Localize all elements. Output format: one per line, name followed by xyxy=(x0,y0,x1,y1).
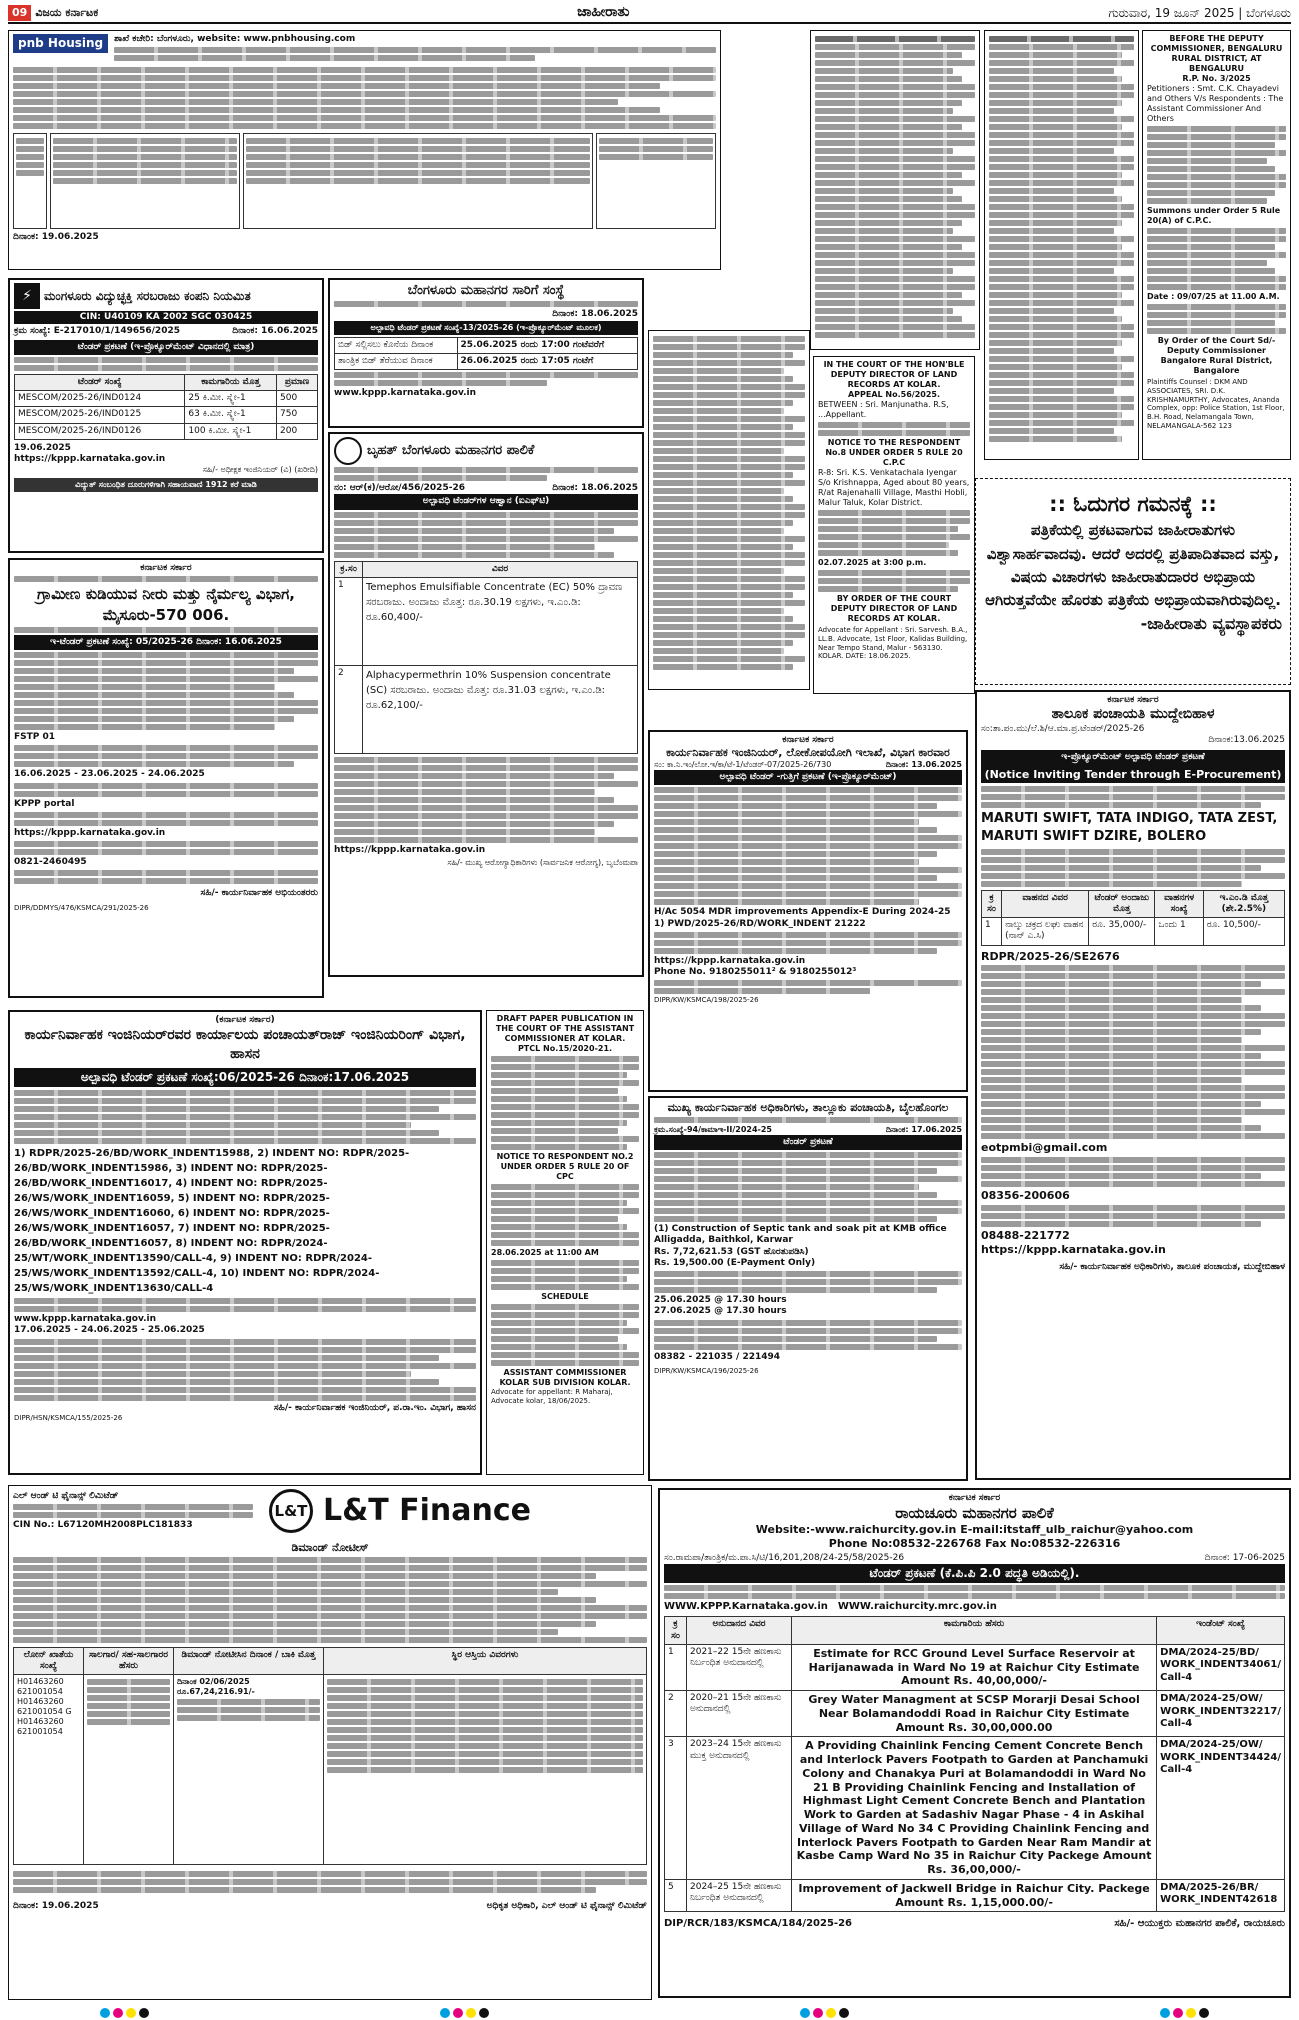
bbmp-date: ದಿನಾಂಕ: 18.06.2025 xyxy=(552,483,638,493)
bbmp-website[interactable]: https://kppp.karnataka.gov.in xyxy=(334,844,486,855)
bbmp-table: ಕ್ರ.ಸಂ ವಿವರ 1 Temephos Emulsifiable Concentrate (EC) 50% ದ್ರಾವಣ ಸರಬರಾಜು. ಅಂದಾಜು ಮೊತ್ತ: ರೂ.30.19 ಲಕ್ಷಗಳು, ಇ.ಎಂ.ಡಿ: ರೂ.60,400/- 2 Alphacypermethrin 10% Suspension concentrate (SC) ಸರಬರಾಜು. ಅಂದಾಜು ಮೊತ್ತ: ರೂ.31.03 ಲಕ್ಷಗಳು, ಇ.ಎಂ.ಡಿ: ರೂ.62,100/- xyxy=(334,561,638,754)
water-emd: Rs. 19,500.00 (E-Payment Only) xyxy=(654,1257,816,1268)
court-blr-heading: BEFORE THE DEPUTY COMMISSIONER, BENGALURU RURAL DISTRICT, AT BENGALURU xyxy=(1150,34,1283,73)
mudhol-date: ದಿನಾಂಕ:13.06.2025 xyxy=(1208,735,1285,745)
raichur-ref: ಸಂ.ರಾಮಪಾ/ತಾಂತ್ರಿಕ/ಮ.ಪಾ.ಸಿ/ಟಿ/16,201,208/24-25/58/2025-26 xyxy=(664,1552,905,1563)
mescom-website[interactable]: https://kppp.karnataka.gov.in xyxy=(14,454,166,464)
pnb-table xyxy=(13,133,716,229)
mescom-title: ಮಂಗಳೂರು ವಿದ್ಯುಚ್ಛಕ್ತಿ ಸರಬರಾಜು ಕಂಪನಿ ನಿಯಮಿತ xyxy=(44,288,251,303)
bbmp-sign: ಸಹಿ/- ಮುಖ್ಯ ಆರೋಗ್ಯಾಧಿಕಾರಿಗಳು (ಸಾರ್ವಜನಿಕ ಆರೋಗ್ಯ), ಬೃಬೆಂಮಪಾ xyxy=(447,858,638,867)
pwd-indent: 1) PWD/2025-26/RD/WORK_INDENT 21222 xyxy=(654,918,866,929)
water-amount: Rs. 7,72,621.53 (GST ಹೊರತುಪಡಿಸಿ) xyxy=(654,1246,809,1257)
masthead xyxy=(8,4,1291,24)
rdws-gov: ಕರ್ನಾಟಕ ಸರ್ಕಾರ xyxy=(140,563,192,573)
hassan-dates: 17.06.2025 - 24.06.2025 - 25.06.2025 xyxy=(14,1325,205,1336)
draft-case: PTCL No.15/2020-21. xyxy=(517,1044,613,1053)
pnb-office: ಶಾಖೆ ಕಚೇರಿ: ಬೆಂಗಳೂರು, website: www.pnbhousing.com xyxy=(114,34,356,44)
pwd-gov: ಕರ್ನಾಟಕ ಸರ್ಕಾರ xyxy=(782,735,834,745)
table-row: MESCOM/2025-26/IND0125 63 ಕಿ.ಮೀ. ಸ್ಕ್ವೇ-1 750 xyxy=(15,407,318,423)
pnb-header-text xyxy=(114,34,716,63)
black-swatch xyxy=(139,2008,149,2018)
court-kolar-notice-title: NOTICE TO THE RESPONDENT No.8 UNDER ORDER 5 RULE 20 C.P.C xyxy=(825,438,963,467)
rdws-dates: 16.06.2025 - 23.06.2025 - 24.06.2025 xyxy=(14,769,205,780)
table-row: 2 Alphacypermethrin 10% Suspension concentrate (SC) ಸರಬರಾಜು. ಅಂದಾಜು ಮೊತ್ತ: ರೂ.31.03 ಲಕ್ಷಗಳು, ಇ.ಎಂ.ಡಿ: ರೂ.62,100/- xyxy=(335,665,638,753)
raichur-sign: ಸಹಿ/- ಆಯುಕ್ತರು ಮಹಾನಗರ ಪಾಲಿಕೆ, ರಾಯಚೂರು xyxy=(1114,1918,1285,1930)
bmtc-tender xyxy=(328,278,644,428)
court-kolar-date: 02.07.2025 at 3:00 p.m. xyxy=(818,558,927,567)
rdws-tender xyxy=(8,558,324,998)
hassan-title: ಕಾರ್ಯನಿರ್ವಾಹಕ ಇಂಜಿನಿಯರ್‌ರವರ ಕಾರ್ಯಾಲಯ ಪಂಚಾಯತ್‌ರಾಜ್ ಇಂಜಿನಿಯರಿಂಗ್ ವಿಭಾಗ, ಹಾಸನ xyxy=(24,1027,466,1063)
rdws-dipr: DIPR/DDMYS/476/KSMCA/291/2025-26 xyxy=(14,903,149,912)
court-bangalore-rural xyxy=(1142,30,1291,460)
lt-finance-notice xyxy=(8,1485,652,2000)
raichur-date: ದಿನಾಂಕ: 17-06-2025 xyxy=(1204,1552,1285,1563)
draft-date: 28.06.2025 at 11:00 AM xyxy=(491,1248,599,1257)
table-row: ತಾಂತ್ರಿಕ ಬಿಡ್ ತೆರೆಯುವ ದಿನಾಂಕ 26.06.2025 ರಂದು 17:05 ಗಂಟೆಗೆ xyxy=(335,353,638,369)
mudhol-gov: ಕರ್ನಾಟಕ ಸರ್ಕಾರ xyxy=(1107,695,1159,705)
raichur-gov: ಕರ್ನಾಟಕ ಸರ್ಕಾರ xyxy=(948,1493,1001,1503)
table-row: 1 Temephos Emulsifiable Concentrate (EC) 50% ದ್ರಾವಣ ಸರಬರಾಜು. ಅಂದಾಜು ಮೊತ್ತ: ರೂ.30.19 ಲಕ್ಷಗಳು, ಇ.ಎಂ.ಡಿ: ರೂ.60,400/- xyxy=(335,577,638,665)
rdws-bar: ಇ-ಟೆಂಡರ್ ಪ್ರಕಟಣೆ ಸಂಖ್ಯೆ: 05/2025-26 ದಿನಾಂಕ: 16.06.2025 xyxy=(14,635,318,650)
water-bar: ಟೆಂಡರ್ ಪ್ರಕಟಣೆ xyxy=(654,1135,962,1150)
water-tender xyxy=(648,1096,968,1481)
mescom-last-date: 19.06.2025 xyxy=(14,442,71,453)
mescom-tender xyxy=(8,278,324,553)
masthead-left xyxy=(8,5,98,21)
water-last-date: 25.06.2025 @ 17.30 hours xyxy=(654,1295,787,1305)
court-kolar-between: BETWEEN : Sri. Manjunatha. R.S, ...Appellant. xyxy=(818,400,949,419)
mescom-logo-icon: ⚡ xyxy=(14,283,40,309)
water-ref: ಕ್ರಮ.ಸಂಖ್ಯೆ-94/ಕಾಮಾಇ-II/2024-25 xyxy=(654,1124,772,1134)
pwd-bar: ಅಲ್ಪಾವಧಿ ಟೆಂಡರ್ -ಗುತ್ತಿಗೆ ಪ್ರಕಟಣೆ (ಇ-ಪ್ರೊಕ್ಯೂರ್‌ಮೆಂಟ್) xyxy=(654,770,962,785)
raichur-website-line[interactable]: Website:-www.raichurcity.gov.in E-mail:itstaff_ulb_raichur@yahoo.com xyxy=(755,1523,1194,1536)
mudhol-phone: 08356-200606 xyxy=(981,1189,1070,1203)
pwd-website[interactable]: https://kppp.karnataka.gov.in xyxy=(654,955,806,966)
pnb-housing-notice xyxy=(8,30,721,270)
pwd-dipr: DIPR/KW/KSMCA/198/2025-26 xyxy=(654,996,759,1005)
rdws-title: ಗ್ರಾಮೀಣ ಕುಡಿಯುವ ನೀರು ಮತ್ತು ನೈರ್ಮಲ್ಯ ವಿಭಾಗ, ಮೈಸೂರು-570 006. xyxy=(37,585,295,624)
lt-brand: L&T Finance xyxy=(322,1493,532,1529)
mudhol-website[interactable]: https://kppp.karnataka.gov.in xyxy=(981,1242,1166,1256)
color-swatches-right xyxy=(1160,2008,1209,2018)
rdws-portal: KPPP portal xyxy=(14,798,75,809)
magenta-swatch xyxy=(113,2008,123,2018)
readers-notice-sign: -ಜಾಹೀರಾತು ವ್ಯವಸ್ಥಾಪಕರು xyxy=(1140,614,1282,634)
hassan-tender xyxy=(8,1010,482,1475)
bbmp-tender xyxy=(328,432,644,977)
newspaper-name: ವಿಜಯ ಕರ್ನಾಟಕ xyxy=(35,6,99,20)
court-blr-order: By Order of the Court Sd/- Deputy Commissioner Bangalore Rural District, Bangalore xyxy=(1157,336,1276,375)
mudhol-bar2: (Notice Inviting Tender through E-Procurement) xyxy=(981,766,1285,784)
mudhol-sign: ಸಹಿ/- ಕಾರ್ಯನಿರ್ವಾಹಕ ಅಧಿಕಾರಿಗಳು, ತಾಲೂಕ ಪಂಚಾಯತ, ಮುದ್ದೇಬಿಹಾಳ xyxy=(1059,1262,1285,1273)
raichur-portal[interactable]: WWW.KPPP.Karnataka.gov.in xyxy=(664,1600,828,1612)
color-swatches-center-right xyxy=(800,2008,849,2018)
table-row: MESCOM/2025-26/IND0124 25 ಕಿ.ಮೀ. ಸ್ಕ್ವೇ-1 500 xyxy=(15,391,318,407)
mudhol-tender-no: RDPR/2025-26/SE2676 xyxy=(981,949,1120,963)
readers-notice-heading: :: ಓದುಗರ ಗಮನಕ್ಕೆ :: xyxy=(1049,492,1217,516)
cyan-swatch xyxy=(100,2008,110,2018)
pnb-date: ದಿನಾಂಕ: 19.06.2025 xyxy=(13,232,99,243)
raichur-table: ಕ್ರ ಸಂ ಅನುದಾನದ ವಿವರ ಕಾಮಗಾರಿಯ ಹೆಸರು ಇಂಡೆಂಟ್ ಸಂಖ್ಯೆ 1 2021–22 15ನೇ ಹಣಕಾಸು ನಿರ್ಬಂಧಿತ ಅನುದಾನದಲ್ಲಿ Estimate for RCC Ground Level Surface Reservoir at Harijanawada in Ward No 19 at Raichur City Estimate Amount Rs. 40,00,000/- DMA/2024-25/BD/ WORK_INDENT34061/ Call-4 2 2020–21 15ನೇ ಹಣಕಾಸು ಅನುದಾನದಲ್ಲಿ Grey Water Managment at SCSP Morarji Desai School Near Bolamandoddi Road in Raichur City Estimate Amount Rs. 30,00,000.00 DMA/2024-25/OW/ WORK_INDENT32217/ Call-4 3 2023–24 15ನೇ ಹಣಕಾಸು ಮುಕ್ತ ಅನುದಾನದಲ್ಲಿ A Providing Chainlink Fencing Cement Concrete Bench and Interlock Pavers Footpath to Garden at Panchamuki Colony and Chanakya Puri at Bolamandoddi in Ward No 21 B Providing Chainlink Fencing and Installation of Highmast Light Cement Concrete Bench and Plantation Work to Garden at Sadashiv Nagar Phase - 4 in Askihal Village of Ward No 34 C Providing Chainlink Fencing and Interlock Pavers Footpath to Garden Near Ram Mandir at Kasbe Camp Ward No 35 in Raichur City Packege Amount Rs. 36,00,000/- DMA/2024-25/OW/ WORK_INDENT34424/ Call-4 5 2024–25 15ನೇ ಹಣಕಾಸು ನಿರ್ಬಂಧಿತ ಅನುದಾನದಲ್ಲಿ Improvement of Jackwell Bridge in Raichur City. Packege Amount Rs. 1,15,000.00/- DMA/2025-26/BR/ WORK_INDENT42618 xyxy=(664,1616,1285,1912)
muddebihal-tender xyxy=(975,690,1291,1480)
table-row: 1 ನಾಲ್ಕು ಚಕ್ರದ ಲಘು ವಾಹನ (ನಾನ್ ಎ.ಸಿ) ರೂ. 35,000/- ಒಂದು 1 ರೂ. 10,500/- xyxy=(982,918,1285,946)
color-swatches-left xyxy=(100,2008,149,2018)
court-kolar-heading: IN THE COURT OF THE HON'BLE DEPUTY DIRECTOR OF LAND RECORDS AT KOLAR. xyxy=(823,360,965,389)
table-row: 2 2020–21 15ನೇ ಹಣಕಾಸು ಅನುದಾನದಲ್ಲಿ Grey Water Managment at SCSP Morarji Desai School Near Bolamandoddi Road in Raichur City Estimate Amount Rs. 30,00,000.00 DMA/2024-25/OW/ WORK_INDENT32217/ Call-4 xyxy=(665,1691,1285,1737)
bmtc-date: ದಿನಾಂಕ: 18.06.2025 xyxy=(552,309,638,320)
dateline: ಗುರುವಾರ, 19 ಜೂನ್ 2025 | ಬೆಂಗಳೂರು xyxy=(1108,5,1291,20)
rdws-sign: ಸಹಿ/- ಕಾರ್ಯನಿರ್ವಾಹಕ ಅಭಿಯಂತರರು xyxy=(200,888,318,899)
lt-place-date: ದಿನಾಂಕ: 19.06.2025 xyxy=(13,1901,99,1912)
water-work: (1) Construction of Septic tank and soak pit at KMB office Alligadda, Baithkol, Karwar xyxy=(654,1224,947,1246)
court-notice-kannada xyxy=(648,330,810,690)
lt-brand-logo xyxy=(269,1489,531,1533)
draft-notice-title: NOTICE TO RESPONDENT NO.2 UNDER ORDER 5 RULE 20 OF CPC xyxy=(496,1152,634,1181)
court-kolar-appeal: APPEAL No.56/2025. xyxy=(847,390,941,399)
lt-logo-icon: L&T xyxy=(269,1489,313,1533)
court-kolar-respondent: R-8: Sri. K.S. Venkatachala Iyengar S/o Krishnappa, Aged about 80 years, R/at Rajenahalli Village, Masthi Hobli, Malur Taluk, Kolar District. xyxy=(818,468,970,507)
pwd-work: H/Ac 5054 MDR improvements Appendix-E During 2024-25 xyxy=(654,907,951,918)
mudhol-title: ತಾಲೂಕ ಪಂಚಾಯತಿ ಮುದ್ದೇಬಿಹಾಳ xyxy=(1051,706,1215,723)
pwd-ref: ಸಂ: ಕಾ.ನಿ.ಇಂ/ಲೋ.ಇ/ಕಾ/ಟೆ-1/ಟೆಂಡರ್-07/2025-26/730 xyxy=(654,760,832,769)
rdws-website[interactable]: https://kppp.karnataka.gov.in xyxy=(14,827,166,838)
bbmp-title: ಬೃಹತ್ ಬೆಂಗಳೂರು ಮಹಾನಗರ ಪಾಲಿಕೆ xyxy=(367,442,535,458)
raichur-dipr: DIP/RCR/183/KSMCA/184/2025-26 xyxy=(664,1918,852,1930)
mudhol-vehicles: MARUTI SWIFT, TATA INDIGO, TATA ZEST, MARUTI SWIFT DZIRE, BOLERO xyxy=(981,811,1278,845)
court-notice-top-1 xyxy=(810,30,980,350)
raichur-portal2[interactable]: WWW.raichurcity.mrc.gov.in xyxy=(837,1600,997,1612)
raichur-title: ರಾಯಚೂರು ಮಹಾನಗರ ಪಾಲಿಕೆ xyxy=(895,1504,1054,1523)
court-blr-rp: R.P. No. 3/2025 xyxy=(1182,74,1251,83)
readers-notice-body: ಪತ್ರಿಕೆಯಲ್ಲಿ ಪ್ರಕಟವಾಗುವ ಜಾಹೀರಾತುಗಳು ವಿಶ್ವಾಸಾರ್ಹವಾದವು. ಆದರೆ ಅದರಲ್ಲಿ ಪ್ರತಿಪಾದಿತವಾದ ವಸ್ತು, ವಿಷಯ ವಿಚಾರಗಳು ಜಾಹೀರಾತುದಾರರ ಅಭಿಪ್ರಾಯ ಆಗಿರುತ್ತವೆಯೇ ಹೊರತು ಪತ್ರಿಕೆಯ ಅಭಿಪ್ರಾಯವಾಗಿರುವುದಿಲ್ಲ. xyxy=(985,521,1281,610)
court-blr-summons: Summons under Order 5 Rule 20(A) of C.P.C. xyxy=(1147,206,1281,225)
water-dipr: DIPR/KW/KSMCA/196/2025-26 xyxy=(654,1366,759,1375)
mudhol-ref: ಸಂ:ತಾ.ಪಂ.ಮು/ಲೆ.ಶಿ/ಆ.ಮಾ.ಪ್ರ.ಟೆಂಡರ್/2025-26 xyxy=(981,723,1145,734)
water-title: ಮುಖ್ಯ ಕಾರ್ಯನಿರ್ವಾಹಕ ಅಧಿಕಾರಿಗಳು, ತಾಲ್ಲೂಕು ಪಂಚಾಯತಿ, ಬೈಲಹೊಂಗಲ xyxy=(667,1101,949,1114)
bbmp-bar: ಅಲ್ಪಾವಧಿ ಟೆಂಡರ್‌ಗಳ ಆಹ್ವಾನ (ಐಎಫ್‌ಟಿ) xyxy=(334,494,638,509)
bbmp-ref: ನಂ: ಆರ್(ಕ)/ಆರೋ/456/2025-26 xyxy=(334,483,465,493)
court-blr-date: Date : 09/07/25 at 11.00 A.M. xyxy=(1147,292,1280,301)
lt-company-small: ಎಲ್ ಆಂಡ್ ಟಿ ಫೈನಾನ್ಸ್ ಲಿಮಿಟೆಡ್ xyxy=(13,1490,119,1501)
bmtc-bar: ಅಲ್ಪಾವಧಿ ಟೆಂಡರ್ ಪ್ರಕಟಣೆ ಸಂಖ್ಯೆ-13/2025-26 (ಇ-ಪ್ರೊಕ್ಯೂರ್‌ಮೆಂಟ್ ಮೂಲಕ) xyxy=(334,321,638,335)
mescom-footer: ವಿದ್ಯುತ್ ಸಂಬಂಧಿತ ದೂರುಗಳಿಗಾಗಿ ಸಹಾಯವಾಣಿ 1912 ಕರೆ ಮಾಡಿ xyxy=(14,478,318,492)
bmtc-table xyxy=(334,337,638,371)
court-blr-parties: Petitioners : Smt. C.K. Chayadevi and Others V/s Respondents : The Assistant Commissioner And Others xyxy=(1147,84,1284,123)
court-kolar-notice xyxy=(813,356,975,694)
table-row: H01463260 621001054 H01463260 621001054 G H01463260 621001054 ದಿನಾಂಕ 02/06/2025 ರೂ.67,24,216.91/- xyxy=(14,1675,647,1865)
hassan-sign: ಸಹಿ/- ಕಾರ್ಯನಿರ್ವಾಹಕ ಇಂಜಿನಿಯರ್, ಪ.ರಾ.ಇಂ. ವಿಭಾಗ, ಹಾಸನ xyxy=(273,1402,476,1413)
water-open-date: 27.06.2025 @ 17.30 hours xyxy=(654,1306,787,1317)
table-row: 5 2024–25 15ನೇ ಹಣಕಾಸು ನಿರ್ಬಂಧಿತ ಅನುದಾನದಲ್ಲಿ Improvement of Jackwell Bridge in Raichur City. Packege Amount Rs. 1,15,000.00/- DMA/2025-26/BR/ WORK_INDENT42618 xyxy=(665,1879,1285,1912)
mudhol-table: ಕ್ರ ಸಂ ವಾಹನದ ವಿವರ ಟೆಂಡರ್ ಅಂದಾಜು ಮೊತ್ತ ವಾಹನಗಳ ಸಂಖ್ಯೆ ಇ.ಎಂ.ಡಿ ಮೊತ್ತ (ಶೇ.2.5%) 1 ನಾಲ್ಕು ಚಕ್ರದ ಲಘು ವಾಹನ (ನಾನ್ ಎ.ಸಿ) ರೂ. 35,000/- ಒಂದು 1 ರೂ. 10,500/- xyxy=(981,890,1285,946)
hassan-website[interactable]: www.kppp.karnataka.gov.in xyxy=(14,1314,157,1325)
page-number: 09 xyxy=(8,5,31,21)
hassan-gov: (ಕರ್ನಾಟಕ ಸರ್ಕಾರ) xyxy=(215,1015,275,1025)
table-row: 3 2023–24 15ನೇ ಹಣಕಾಸು ಮುಕ್ತ ಅನುದಾನದಲ್ಲಿ A Providing Chainlink Fencing Cement Concrete Bench and Interlock Pavers Footpath to Garden at Panchamuki Colony and Chanakya Puri at Bolamandoddi in Ward No 21 B Providing Chainlink Fencing and Installation of Highmast Light Cement Concrete Bench and Plantation Work to Garden at Sadashiv Nagar Phase - 4 in Askihal Village of Ward No 34 C Providing Chainlink Fencing and Interlock Pavers Footpath to Garden Near Ram Mandir at Kasbe Camp Ward No 35 in Raichur City Packege Amount Rs. 36,00,000/- DMA/2024-25/OW/ WORK_INDENT34424/ Call-4 xyxy=(665,1737,1285,1880)
pwd-tender xyxy=(648,730,968,1092)
yellow-swatch xyxy=(126,2008,136,2018)
draft-heading: DRAFT PAPER PUBLICATION IN THE COURT OF THE ASSISTANT COMMISSIONER AT KOLAR. xyxy=(495,1014,635,1043)
draft-schedule: SCHEDULE xyxy=(541,1292,589,1301)
rdws-work: FSTP 01 xyxy=(14,732,56,742)
mescom-sign: ಸಹಿ/- ಅಧೀಕ್ಷಕ ಇಂಜಿನಿಯರ್ (ವಿ) (ಖರೀದಿ) xyxy=(202,465,318,475)
section-title: ಜಾಹೀರಾತು xyxy=(577,4,630,21)
mudhol-phone2: 08488-221772 xyxy=(981,1228,1070,1242)
pwd-phone: Phone No. 9180255011² & 9180255012³ xyxy=(654,967,857,977)
lt-table: ಲೋನ್ ಖಾತೆಯ ಸಂಖ್ಯೆ ಸಾಲಗಾರ/ ಸಹ-ಸಾಲಗಾರರ ಹೆಸರು ಡಿಮಾಂಡ್ ನೋಟೀಸಿನ ದಿನಾಂಕ / ಬಾಕಿ ಮೊತ್ತ ಸ್ಥಿರ ಆಸ್ತಿಯ ವಿವರಗಳು H01463260 621001054 H01463260 621001054 G H01463260 621001054 ದಿನಾಂಕ 02/06/2025 ರೂ.67,24,216.91/- xyxy=(13,1647,647,1866)
mescom-ref: ಕ್ರಮ ಸಂಖ್ಯೆ: E-217010/1/149656/2025 xyxy=(14,326,180,337)
mudhol-email[interactable]: eotpmbi@gmail.com xyxy=(981,1141,1108,1155)
readers-notice xyxy=(975,478,1291,685)
court-notice-top-2 xyxy=(984,30,1139,460)
lt-sign: ಅಧಿಕೃತ ಅಧಿಕಾರಿ, ಎಲ್ ಆಂಡ್ ಟಿ ಫೈನಾನ್ಸ್ ಲಿಮಿಟೆಡ್ xyxy=(486,1901,647,1912)
draft-order: ASSISTANT COMMISSIONER KOLAR SUB DIVISION KOLAR. xyxy=(499,1368,631,1387)
color-swatches-center-left xyxy=(440,2008,489,2018)
mescom-bar: ಟೆಂಡರ್ ಪ್ರಕಟಣೆ (ಇ-ಪ್ರೊಕ್ಯೂರ್‌ಮೆಂಟ್ ವಿಧಾನದಲ್ಲಿ ಮಾತ್ರ) xyxy=(14,340,318,355)
hassan-indents: 1) RDPR/2025-26/BD/WORK_INDENT15988, 2) INDENT NO: RDPR/2025-26/BD/WORK_INDENT15986, 3) INDENT NO: RDPR/2025-26/BD/WORK_INDENT16017, 4) INDENT NO: RDPR/2025-26/WS/WORK_INDENT16059, 5) INDENT NO: RDPR/2025-26/WS/WORK_INDENT16060, 6) INDENT NO: RDPR/2025-26/WS/WORK_INDENT16057, 7) INDENT NO: RDPR/2025-26/BD/WORK_INDENT16057, 8) INDENT NO: RDPR/2024-25/WT/WORK_INDENT13590/CALL-4, 9) INDENT NO: RDPR/2024-25/WS/WORK_INDENT13592/CALL-4, 10) INDENT NO: RDPR/2024-25/WS/WORK_INDENT13630/CALL-4 xyxy=(14,1148,410,1295)
court-kolar-advocate: Advocate for Appellant : Sri. Sarvesh. B.A., LL.B. Advocate, 1st Floor, Kalidas Building, Near Tempo Stand, Malur - 563130. KOLAR. DATE: 18.06.2025. xyxy=(818,626,968,661)
hassan-dipr: DIPR/HSN/KSMCA/155/2025-26 xyxy=(14,1413,123,1422)
raichur-phone-line: Phone No:08532-226768 Fax No:08532-226316 xyxy=(828,1536,1121,1550)
water-date: ದಿನಾಂಕ: 17.06.2025 xyxy=(885,1124,962,1134)
bbmp-emblem-icon xyxy=(334,437,362,465)
lt-cin: CIN No.: L67120MH2008PLC181833 xyxy=(13,1520,193,1530)
draft-advocate: Advocate for appellant: R Maharaj, Advocate kolar, 18/06/2025. xyxy=(491,1388,613,1405)
raichur-bar: ಟೆಂಡರ್ ಪ್ರಕಟಣೆ (ಕೆ.ಪಿ.ಪಿ 2.0 ಪದ್ಧತಿ ಅಡಿಯಲ್ಲಿ). xyxy=(664,1564,1285,1583)
bmtc-website[interactable]: www.kppp.karnataka.gov.in xyxy=(334,388,477,398)
pnb-logo: pnb Housing xyxy=(13,34,108,53)
court-kolar-order: BY ORDER OF THE COURT DEPUTY DIRECTOR OF LAND RECORDS AT KOLAR. xyxy=(830,594,958,623)
rdws-phone: 0821-2460495 xyxy=(14,857,87,867)
water-phone: 08382 - 221035 / 221494 xyxy=(654,1351,781,1362)
mescom-table: ಟೆಂಡರ್ ಸಂಖ್ಯೆ ಕಾಮಗಾರಿಯ ಮೊತ್ತ ಪ್ರಮಾಣ MESCOM/2025-26/IND0124 25 ಕಿ.ಮೀ. ಸ್ಕ್ವೇ-1 500 MESCOM/2025-26/IND0125 63 ಕಿ.ಮೀ. ಸ್ಕ್ವೇ-1 750 MESCOM/2025-26/IND0126 100 ಕಿ.ಮೀ. ಸ್ಕ್ವೇ-1 200 xyxy=(14,374,318,440)
draft-kolar-notice xyxy=(486,1010,644,1475)
hassan-bar: ಅಲ್ಪಾವಧಿ ಟೆಂಡರ್ ಪ್ರಕಟಣೆ ಸಂಖ್ಯೆ:06/2025-26 ದಿನಾಂಕ:17.06.2025 xyxy=(14,1068,476,1087)
lt-heading: ಡಿಮಾಂಡ್ ನೋಟೀಸ್ xyxy=(291,1541,369,1554)
pwd-title: ಕಾರ್ಯನಿರ್ವಾಹಕ ಇಂಜಿನಿಯರ್, ಲೋಕೋಪಯೋಗಿ ಇಲಾಖೆ, ವಿಭಾಗ ಕಾರವಾರ xyxy=(666,746,950,760)
mescom-date: ದಿನಾಂಕ: 16.06.2025 xyxy=(232,326,318,337)
table-row: 1 2021–22 15ನೇ ಹಣಕಾಸು ನಿರ್ಬಂಧಿತ ಅನುದಾನದಲ್ಲಿ Estimate for RCC Ground Level Surface Reservoir at Harijanawada in Ward No 19 at Raichur City Estimate Amount Rs. 40,00,000/- DMA/2024-25/BD/ WORK_INDENT34061/ Call-4 xyxy=(665,1644,1285,1690)
court-blr-counsel: Plaintiffs Counsel : DKM AND ASSOCIATES, SRI. D.K. KRISHNAMURTHY, Advocates, Ananda Complex, opp: Police Station, 1st Floor, B.H. Road, Nelamangala Town, NELAMANGALA-562 123 xyxy=(1147,378,1285,430)
mescom-cin: CIN: U40109 KA 2002 SGC 030425 xyxy=(14,311,318,324)
pwd-date: ದಿನಾಂಕ: 13.06.2025 xyxy=(885,760,962,769)
mudhol-bar1: ಇ-ಪ್ರೊಕ್ಯೂರ್‌ಮೆಂಟ್ ಅಲ್ಪಾವಧಿ ಟೆಂಡರ್ ಪ್ರಕಟಣೆ xyxy=(981,750,1285,765)
pnb-body xyxy=(13,67,716,129)
table-row: MESCOM/2025-26/IND0126 100 ಕಿ.ಮೀ. ಸ್ಕ್ವೇ-1 200 xyxy=(15,423,318,439)
bmtc-title: ಬೆಂಗಳೂರು ಮಹಾನಗರ ಸಾರಿಗೆ ಸಂಸ್ಥೆ xyxy=(407,283,565,298)
table-row: ಬಿಡ್ ಸಲ್ಲಿಸಲು ಕೊನೆಯ ದಿನಾಂಕ 25.06.2025 ರಂದು 17:00 ಗಂಟೆವರೆಗೆ xyxy=(335,337,638,353)
raichur-tender xyxy=(658,1488,1291,1998)
